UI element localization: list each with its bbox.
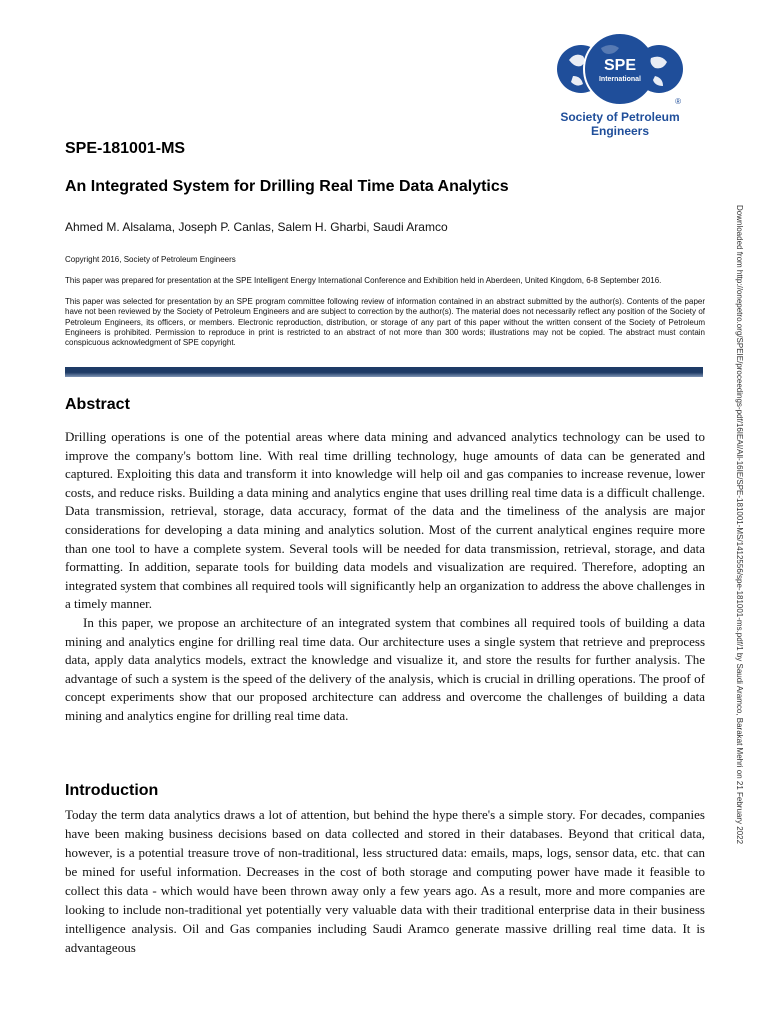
society-name: Society of Petroleum Engineers: [560, 110, 680, 138]
introduction-paragraph: Today the term data analytics draws a lot of attention, but behind the hype there's a simple story. For decades, companies have been making business decisions based on data collected and stored in their databases. Beyond that critical data, however, is a potential treasure trove of non-traditional, less structured data: emails, maps, logs, sensor data, etc. that can be mined for useful information. Decreases in the cost of both storage and computing power have made it feasible to collect this data - which would have been thrown away only a few years ago. As a result, more and more companies are looking to include non-traditional yet potentially very valuable data with their traditional enterprise data in their business intelligence analysis. Oil and Gas companies including Saudi Aramco generate massive drilling real time data. It is advantageous: [65, 807, 705, 955]
section-divider-rule: [65, 367, 703, 377]
introduction-body: [65, 805, 705, 957]
paper-title: An Integrated System for Drilling Real Time Data Analytics: [65, 178, 509, 195]
download-watermark: [732, 205, 744, 845]
author-list: Ahmed M. Alsalama, Joseph P. Canlas, Salem H. Gharbi, Saudi Aramco: [65, 220, 448, 234]
logo-badge-text: SPE: [603, 57, 637, 74]
abstract-paragraph: In this paper, we propose an architecture of an integrated system that combines all required tools of building a data mining and analytics engine for drilling real time data. Our architecture uses a single system that retrieve and preprocess data, apply data analytics models, extract the knowledge and visualize it, and store the results for further analysis. The advantage of such a system is the speed of the delivery of the analysis, which is crucial in drilling operations. The proof of concept experiments show that our proposed architecture can address and overcome the challenges of building a data mining and analytics engine for drilling real time data.: [65, 614, 705, 723]
spe-logo: [535, 30, 705, 138]
logo-badge-subtext: International: [598, 76, 642, 83]
paper-id: SPE-181001-MS: [65, 140, 186, 157]
download-watermark-text: Downloaded from http://onepetro.org/SPEIE/proceedings-pdf/16IEAI/All-16IE/SPE-181001-MS/1412556/spe-181001-ms.pdf/1 by Saudi Aramco, Barakat Mehri on 21 February 2022: [735, 205, 744, 845]
abstract-heading: Abstract: [65, 396, 130, 413]
presentation-notice: This paper was prepared for presentation at the SPE Intelligent Energy International Conference and Exhibition held in Aberdeen, United Kingdom, 6-8 September 2016.: [65, 276, 662, 285]
abstract-paragraph: Drilling operations is one of the potential areas where data mining and advanced analytics technology can be used to improve the company's bottom line. With real time drilling technology, huge amounts of data can be generated and captured. Exploiting this data and transform it into knowledge will help oil and gas companies to increase revenue, lower costs, and reduce risks. Building a data mining and analytics engine that uses drilling real time data is a difficult challenge. Data transmission, retrieval, storage, data accuracy, format of the data and the timeliness of the analysis are major considerations for developing a data mining and analytics solution. Most of the current analytical engines require more than one tool to have a complete system. Several tools will be needed for data transmission, retrieval, storage, and data formatting. In addition, separate tools for building data models and visualization are required. Therefore, adopting an integrated system that combines all required tools will significantly help an organization to address the above challenges in a timely manner.: [65, 429, 705, 612]
spe-globe-logo-icon: [555, 30, 685, 108]
introduction-heading: Introduction: [65, 782, 159, 799]
copyright-notice: Copyright 2016, Society of Petroleum Engineers: [65, 255, 236, 264]
selection-disclaimer: This paper was selected for presentation by an SPE program committee following review of information contained in an abstract submitted by the author(s). Contents of the paper have not been reviewed by the Society of Petroleum Engineers and are subject to correction by the author(s). The material does not necessarily reflect any position of the Society of Petroleum Engineers, its officers, or members. Electronic reproduction, distribution, or storage of any part of this paper without the written consent of the Society of Petroleum Engineers is prohibited. Permission to reproduce in print is restricted to an abstract of not more than 300 words; illustrations may not be copied. The abstract must contain conspicuous acknowledgment of SPE copyright.: [65, 297, 705, 348]
abstract-body: [65, 428, 705, 726]
registered-mark: ®: [675, 97, 681, 106]
